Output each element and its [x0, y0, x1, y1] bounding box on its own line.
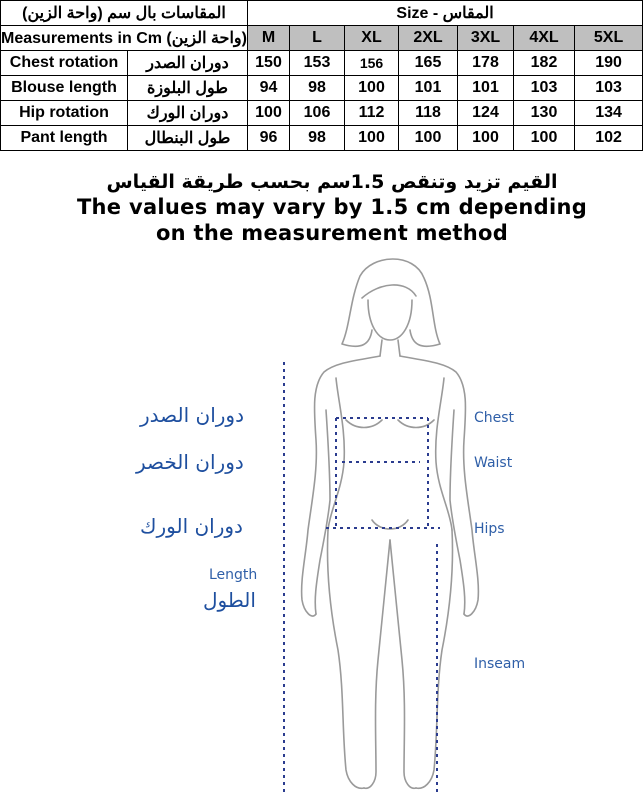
row-label-ar: دوران الصدر — [128, 51, 248, 76]
row-label-ar: طول البنطال — [128, 126, 248, 151]
table-cell: 100 — [345, 126, 399, 151]
label-waist-en: Waist — [474, 455, 513, 471]
table-cell: 100 — [248, 101, 290, 126]
table-cell: 150 — [248, 51, 290, 76]
table-cell: 103 — [575, 76, 643, 101]
size-4xl: 4XL — [514, 26, 575, 51]
row-label-en: Chest rotation — [1, 51, 128, 76]
size-3xl: 3XL — [458, 26, 514, 51]
size-chart-table — [0, 0, 643, 151]
table-cell: 153 — [290, 51, 345, 76]
label-chest-en: Chest — [474, 410, 515, 426]
table-cell: 124 — [458, 101, 514, 126]
size-5xl: 5XL — [575, 26, 643, 51]
figure-outline — [302, 259, 479, 788]
table-row-hip — [1, 101, 643, 126]
table-row-pant — [1, 126, 643, 151]
table-cell: 103 — [514, 76, 575, 101]
table-cell: 182 — [514, 51, 575, 76]
table-cell: 100 — [458, 126, 514, 151]
table-cell: 101 — [458, 76, 514, 101]
label-hip-ar: دوران الورك — [140, 514, 243, 538]
table-cell: 98 — [290, 76, 345, 101]
table-cell: 112 — [345, 101, 399, 126]
table-row-blouse — [1, 76, 643, 101]
table-cell: 100 — [345, 76, 399, 101]
table-cell: 190 — [575, 51, 643, 76]
label-chest-ar: دوران الصدر — [140, 403, 244, 427]
table-header-row-1 — [1, 1, 643, 26]
note-english-line2: on the measurement method — [155, 221, 509, 245]
table-cell: 130 — [514, 101, 575, 126]
label-length-ar: الطول — [203, 588, 256, 612]
header-english: Measurements in Cm (واحة الزين) — [1, 26, 248, 51]
table-cell: 102 — [575, 126, 643, 151]
table-cell: 94 — [248, 76, 290, 101]
row-label-en: Blouse length — [1, 76, 128, 101]
table-cell: 165 — [399, 51, 458, 76]
table-cell: 101 — [399, 76, 458, 101]
row-label-en: Pant length — [1, 126, 128, 151]
size-xl: XL — [345, 26, 399, 51]
label-waist-ar: دوران الخصر — [136, 450, 244, 474]
table-cell: 178 — [458, 51, 514, 76]
table-cell: 106 — [290, 101, 345, 126]
header-arabic: المقاسات بال سم (واحة الزين) — [1, 1, 248, 26]
table-cell: 118 — [399, 101, 458, 126]
label-hips-en: Hips — [474, 521, 505, 537]
table-cell: 98 — [290, 126, 345, 151]
label-length-en: Length — [209, 567, 258, 583]
row-label-en: Hip rotation — [1, 101, 128, 126]
size-title: Size - المقاس — [248, 1, 643, 26]
table-cell: 156 — [345, 51, 399, 76]
note-arabic: القيم تزيد وتنقص 1.5سم بحسب طريقة القياس — [106, 171, 558, 193]
note-english-line1: The values may vary by 1.5 cm depending — [76, 195, 588, 219]
body-measurement-figure — [0, 250, 644, 804]
table-cell: 96 — [248, 126, 290, 151]
table-row-chest — [1, 51, 643, 76]
size-m: M — [248, 26, 290, 51]
size-l: L — [290, 26, 345, 51]
table-cell: 134 — [575, 101, 643, 126]
table-cell: 100 — [514, 126, 575, 151]
size-2xl: 2XL — [399, 26, 458, 51]
table-header-row-2 — [1, 26, 643, 51]
table-cell: 100 — [399, 126, 458, 151]
row-label-ar: طول البلوزة — [128, 76, 248, 101]
label-inseam-en: Inseam — [474, 656, 526, 672]
row-label-ar: دوران الورك — [128, 101, 248, 126]
